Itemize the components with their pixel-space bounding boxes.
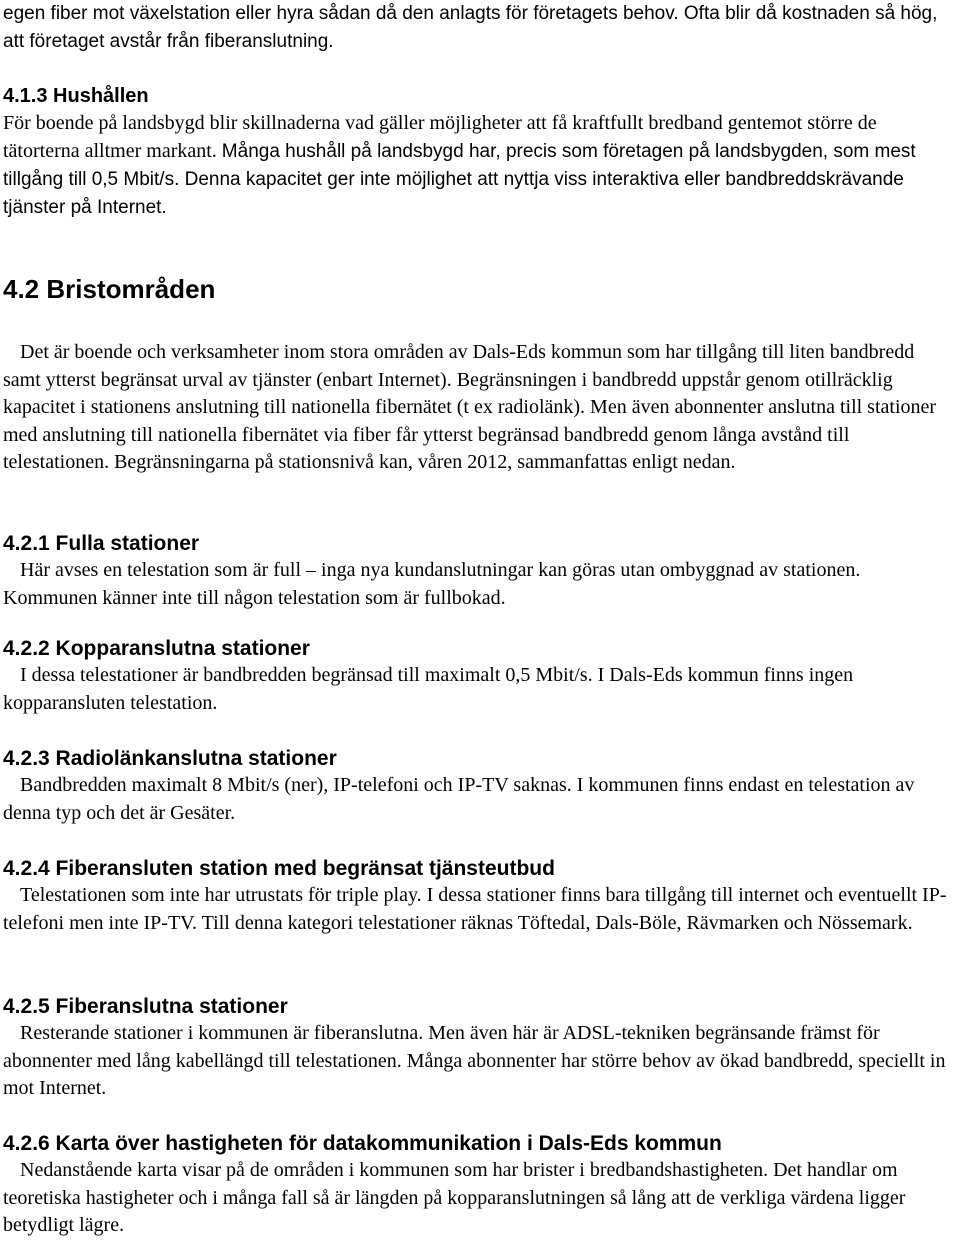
intro-paragraph: egen fiber mot växelstation eller hyra sådan då den anlagts för företagets behov. Ofta blir då kostnaden så hög, att företaget avstår från fiberanslutning. <box>3 3 938 52</box>
section-paragraph: I dessa telestationer är bandbredden begränsad till maximalt 0,5 Mbit/s. I Dals-Eds kommun finns ingen kopparansluten telestation. <box>3 664 854 714</box>
section-4-2-2 <box>3 635 955 717</box>
section-4-2-6 <box>3 1130 955 1240</box>
section-4-1-3 <box>3 82 955 222</box>
section-paragraph: Det är boende och verksamheter inom stora områden av Dals-Eds kommun som har tillgång till liten bandbredd samt ytterst begränsat urval av tjänster (enbart Internet). Begränsningen i bandbredd uppstår genom otillräcklig kapacitet i stationens anslutning till nationella fibernätet (t ex radiolänk). Men även abonnenter anslutna till stationer med anslutning till nationella fibernätet via fiber får ytterst begränsad bandbredd genom långa avstånd till telestationen. Begränsningarna på stationsnivå kan, våren 2012, sammanfattas enligt nedan. <box>3 341 937 473</box>
section-4-2-1 <box>3 530 955 612</box>
intro-section <box>3 0 955 56</box>
section-paragraph: Här avses en telestation som är full – inga nya kundanslutningar kan göras utan ombyggnad av stationen. Kommunen känner inte till någon telestation som är fullbokad. <box>3 559 861 609</box>
section-paragraph <box>3 110 955 222</box>
section-heading: 4.2 Bristområden <box>3 274 216 304</box>
section-4-2-3 <box>3 745 955 827</box>
section-heading: 4.2.2 Kopparanslutna stationer <box>3 637 310 660</box>
paragraph-serif-part: För boende på landsbygd blir skillnaderna vad gäller möjligheter att få kraftfullt bredband gentemot större de tätorterna alltmer markant. <box>3 112 877 162</box>
section-heading: 4.1.3 Hushållen <box>3 85 149 107</box>
section-paragraph: Telestationen som inte har utrustats för triple play. I dessa stationer finns bara tillgång till internet och eventuellt IP-telefoni men inte IP-TV. Till denna kategori telestationer räknas Töftedal, Dals-Böle, Rävmarken och Nössemark. <box>3 884 947 934</box>
section-4-2 <box>3 273 955 305</box>
section-heading: 4.2.3 Radiolänkanslutna stationer <box>3 747 337 770</box>
section-paragraph: Bandbredden maximalt 8 Mbit/s (ner), IP-telefoni och IP-TV saknas. I kommunen finns endast en telestation av denna typ och det är Gesäter. <box>3 774 915 824</box>
section-heading: 4.2.5 Fiberanslutna stationer <box>3 995 288 1018</box>
section-paragraph: Resterande stationer i kommunen är fiberanslutna. Men även här är ADSL-tekniken begränsande främst för abonnenter med lång kabellängd till telestationen. Många abonnenter har större behov av ökad bandbredd, speciellt in mot Internet. <box>3 1022 946 1099</box>
section-heading: 4.2.6 Karta över hastigheten för datakommunikation i Dals-Eds kommun <box>3 1132 722 1155</box>
section-4-2-5 <box>3 993 955 1103</box>
section-paragraph: Nedanstående karta visar på de områden i kommunen som har brister i bredbandshastigheten. Det handlar om teoretiska hastigheter och i många fall så är längden på kopparanslutningen så lång att de verkliga värdena ligger betydligt lägre. <box>3 1159 906 1236</box>
paragraph-sans-part: Många hushåll på landsbygd har, precis som företagen på landsbygden, som mest tillgång till 0,5 Mbit/s. Denna kapacitet ger inte möjlighet att nyttja viss interaktiva eller bandbreddskrävande tjänster på Internet. <box>3 140 916 218</box>
section-heading: 4.2.1 Fulla stationer <box>3 532 200 555</box>
section-4-2-body <box>3 339 955 477</box>
section-heading: 4.2.4 Fiberansluten station med begränsat tjänsteutbud <box>3 857 555 880</box>
section-4-2-4 <box>3 855 955 937</box>
